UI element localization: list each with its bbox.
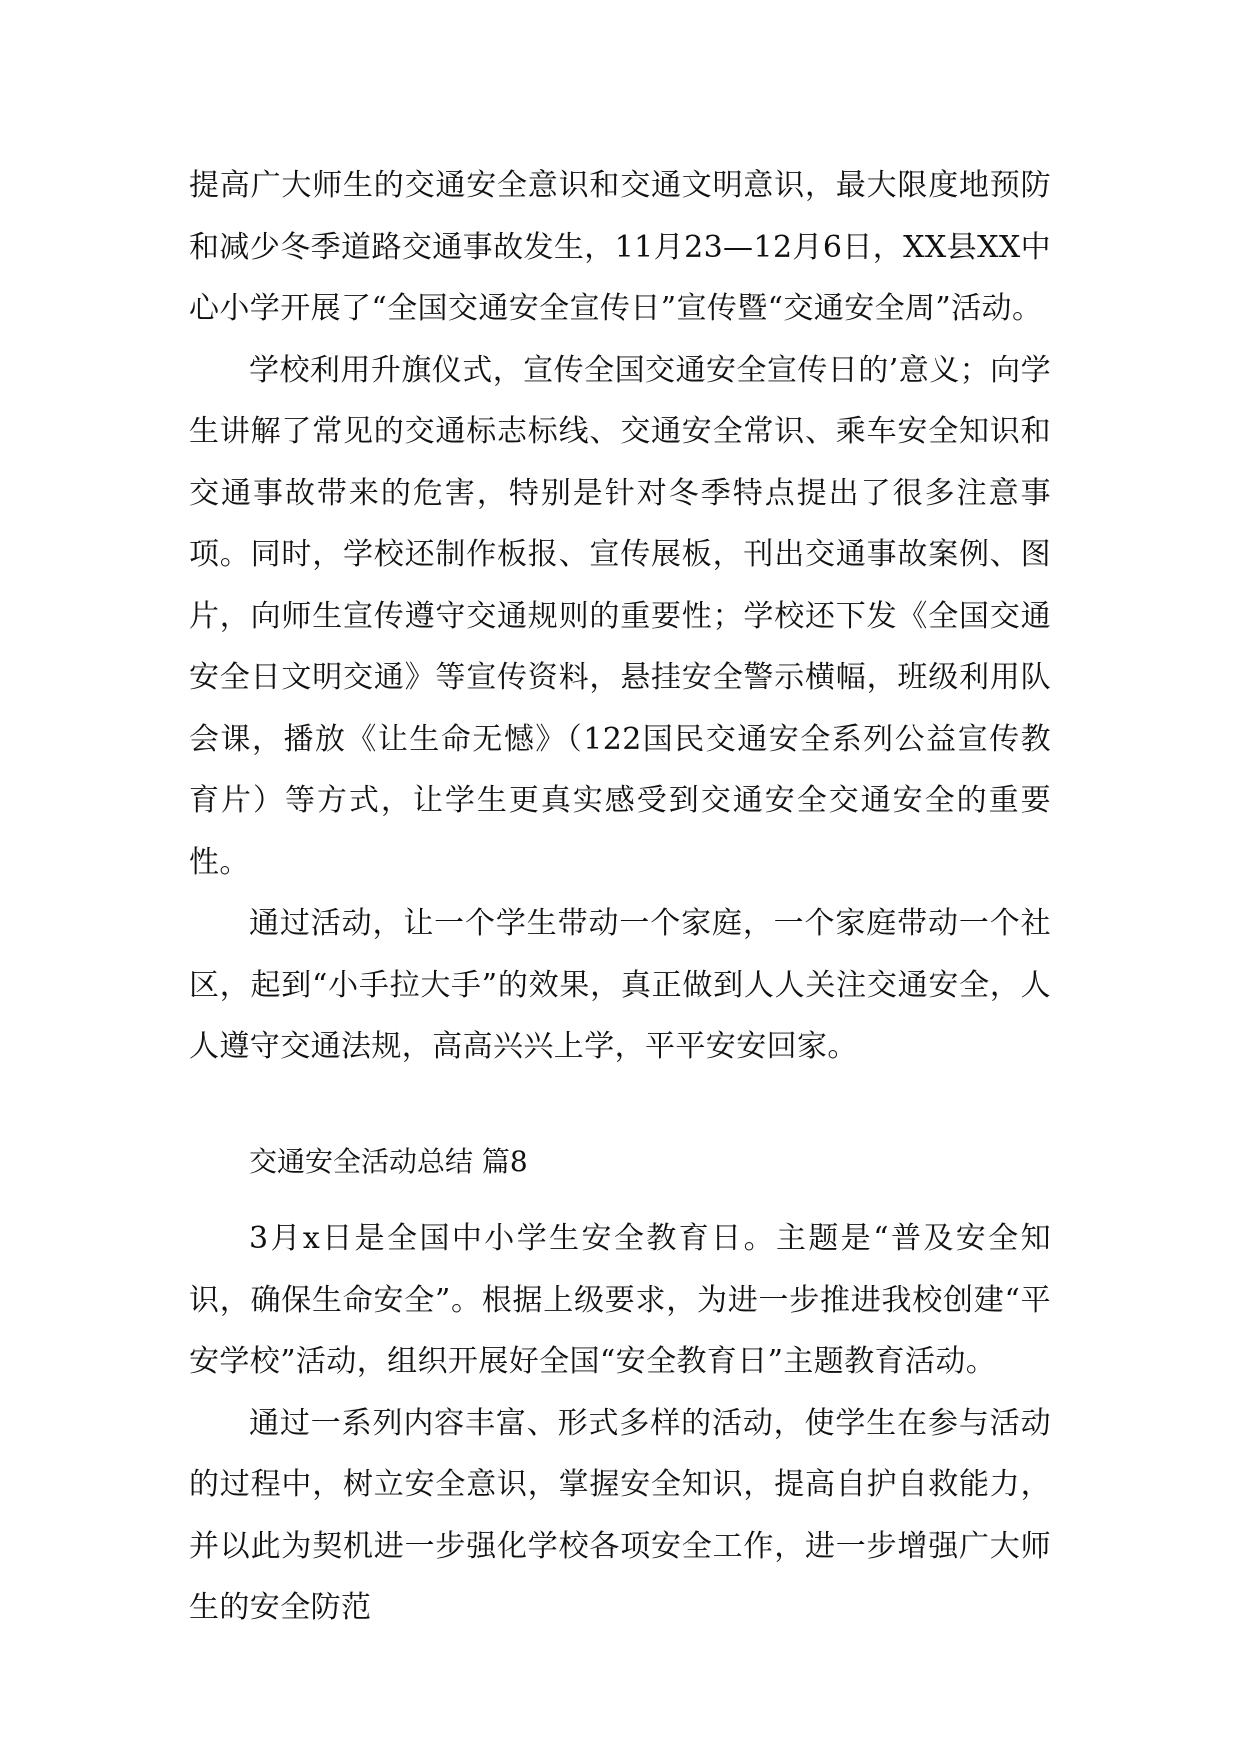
paragraph: 提高广大师生的交通安全意识和交通文明意识，最大限度地预防和减少冬季道路交通事故发生，11月23—12月6日，XX县XX中心小学开展了“全国交通安全宣传日”宣传暨“交通安全周”活动。 xyxy=(189,168,1051,326)
paragraph: 3月x日是全国中小学生安全教育日。主题是“普及安全知识，确保生命安全”。根据上级要求，为进一步推进我校创建“平安学校”活动，组织开展好全国“安全教育日”主题教育活动。 xyxy=(189,1221,1051,1379)
section-2-body xyxy=(189,1208,1051,1639)
paragraph: 通过活动，让一个学生带动一个家庭，一个家庭带动一个社区，起到“小手拉大手”的效果，真正做到人人关注交通安全，人人遵守交通法规，高高兴兴上学，平平安安回家。 xyxy=(189,906,1051,1064)
paragraph: 学校利用升旗仪式，宣传全国交通安全宣传日的’意义；向学生讲解了常见的交通标志标线、交通安全常识、乘车安全知识和交通事故带来的危害，特别是针对冬季特点提出了很多注意事项。同时，学校还制作板报、宣传展板，刊出交通事故案例、图片，向师生宣传遵守交通规则的重要性；学校还下发《全国交通安全日文明交通》等宣传资料，悬挂安全警示横幅，班级利用队会课，播放《让生命无憾》（122国民交通安全系列公益宣传教育片）等方式，让学生更真实感受到交通安全交通安全的重要性。 xyxy=(189,352,1051,880)
paragraph: 通过一系列内容丰富、形式多样的活动，使学生在参与活动的过程中，树立安全意识，掌握安全知识，提高自护自救能力，并以此为契机进一步强化学校各项安全工作，进一步增强广大师生的安全防范 xyxy=(189,1405,1051,1625)
section-heading: 交通安全活动总结 篇8 xyxy=(249,1145,528,1178)
section-1-body xyxy=(189,155,1051,1078)
